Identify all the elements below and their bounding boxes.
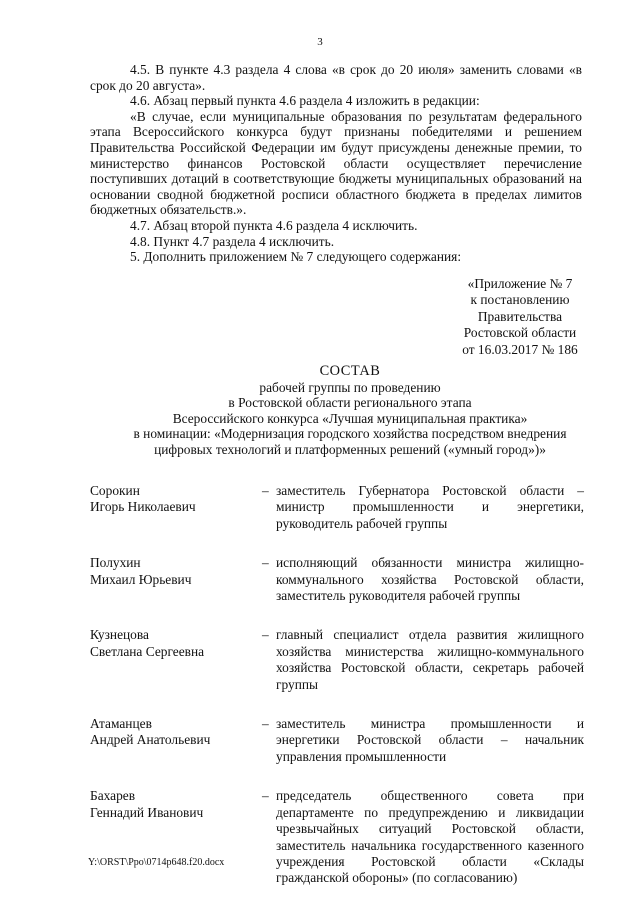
title-line: цифровых технологий и платформенных решений («умный город»)» (154, 441, 546, 457)
appendix-ref-line: к постановлению (470, 292, 570, 308)
member-name (90, 483, 262, 532)
paragraph-4-8: 4.8. Пункт 4.7 раздела 4 исключить. (130, 233, 335, 249)
paragraph-4-5: 4.5. В пункте 4.3 раздела 4 слова «в срок до 20 июля» заменить словами «в срок до 20 августа». (90, 62, 582, 93)
title-line: рабочей группы по проведению (259, 379, 441, 395)
member-entry (90, 555, 584, 604)
member-surname: Бахарев (90, 788, 136, 804)
member-dash: – (262, 788, 269, 804)
paragraph-4-6-new-text: «В случае, если муниципальные образования по результатам федерального этапа Всероссийского конкурса будут признаны победителями и решением Правительства Российской Федерации им будут присуждены денежные премии, то министерство финансов Ростовской области осуществляет перечисление поступивших дотаций в соответствующие бюджеты муниципальных образований на основании сводной бюджетной росписи областного бюджета в пределах лимитов бюджетных обязательств.». (90, 108, 582, 218)
member-name (90, 555, 262, 604)
member-given-name: Геннадий Иванович (90, 804, 204, 820)
member-surname: Атаманцев (90, 716, 152, 732)
paragraph-5: 5. Дополнить приложением № 7 следующего содержания: (130, 249, 462, 265)
file-path-footer: Y:\ORST\Ppo\0714p648.f20.docx (88, 857, 225, 868)
member-list (90, 483, 584, 910)
appendix-ref-line: «Приложение № 7 (467, 276, 573, 291)
member-surname: Сорокин (90, 483, 140, 498)
member-entry (90, 627, 584, 693)
member-dash: – (262, 716, 269, 732)
member-entry (90, 716, 584, 765)
paragraph-4-7: 4.7. Абзац второй пункта 4.6 раздела 4 исключить. (130, 217, 418, 233)
member-dash: – (262, 627, 269, 643)
member-role: председатель общественного совета при департаменте по предупреждению и ликвидации чрезвычайных ситуаций Ростовской области, заместитель начальника государственного казенного учреждения Ростовской области «Склады гражданской обороны» (по согласованию) (276, 788, 584, 886)
member-role: заместитель министра промышленности и энергетики Ростовской области – начальник управления промышленности (276, 716, 584, 764)
member-entry (90, 788, 584, 886)
page-number: 3 (317, 36, 323, 48)
title-line: Всероссийского конкурса «Лучшая муниципальная практика» (172, 410, 528, 426)
amendment-text (90, 62, 582, 265)
member-dash: – (262, 555, 269, 571)
title-line: в Ростовской области регионального этапа (228, 395, 472, 411)
appendix-ref-line: от 16.03.2017 № 186 (462, 341, 578, 357)
member-name (90, 788, 262, 886)
member-role: заместитель Губернатора Ростовской области – министр промышленности и энергетики, руководитель рабочей группы (276, 483, 584, 531)
appendix-ref-line: Правительства (477, 308, 563, 324)
member-entry (90, 483, 584, 532)
paragraph-4-6: 4.6. Абзац первый пункта 4.6 раздела 4 изложить в редакции: (130, 93, 480, 109)
member-surname: Кузнецова (90, 627, 149, 643)
member-role: исполняющий обязанности министра жилищно-коммунального хозяйства Ростовской области, заместитель руководителя рабочей группы (276, 555, 584, 604)
member-given-name: Игорь Николаевич (90, 499, 196, 515)
member-surname: Полухин (90, 555, 141, 571)
member-dash: – (262, 483, 269, 498)
member-name (90, 716, 262, 765)
member-name (90, 627, 262, 693)
appendix-reference (440, 276, 600, 358)
composition-title (70, 364, 630, 458)
member-given-name: Светлана Сергеевна (90, 643, 205, 659)
title-main: СОСТАВ (319, 363, 381, 379)
member-given-name: Михаил Юрьевич (90, 571, 192, 587)
member-given-name: Андрей Анатольевич (90, 732, 211, 748)
appendix-ref-line: Ростовской области (463, 325, 577, 341)
member-role: главный специалист отдела развития жилищного хозяйства министерства жилищно-коммунального хозяйства Ростовской области, секретарь рабочей группы (276, 627, 584, 692)
title-line: в номинации: «Модернизация городского хозяйства посредством внедрения (133, 426, 567, 442)
